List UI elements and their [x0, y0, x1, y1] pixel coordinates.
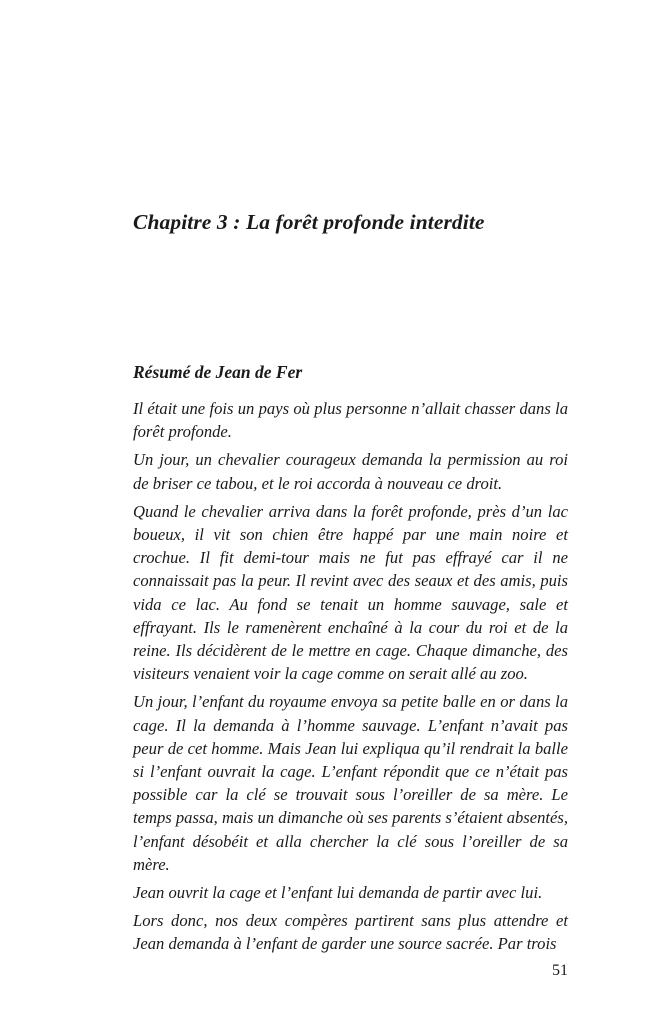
body-text — [133, 397, 568, 961]
page-number: 51 — [552, 962, 568, 979]
paragraph-6: Lors donc, nos deux compères partirent sans plus attendre et Jean demanda à l’enfant de garder une source sacrée. Par trois — [133, 911, 568, 954]
section-title: Résumé de Jean de Fer — [133, 362, 303, 382]
paragraph-2: Un jour, un chevalier courageux demanda la permission au roi de briser ce tabou, et le roi accorda à nouveau ce droit. — [133, 450, 568, 493]
chapter-title: Chapitre 3 : La forêt profonde interdite — [133, 210, 485, 234]
paragraph-3: Quand le chevalier arriva dans la forêt profonde, près d’un lac boueux, il vit son chien être happé par une main noire et crochue. Il fit demi-tour mais ne fut pas effrayé car il ne connaissait pas la peur. Il revint avec des seaux et des amis, puis vida ce lac. Au fond se tenait un homme sauvage, sale et effrayant. Ils le ramenèrent enchaîné à la cour du roi et de la reine. Ils décidèrent de le mettre en cage. Chaque dimanche, des visiteurs venaient voir la cage comme on serait allé au zoo. — [133, 501, 568, 684]
paragraph-5: Jean ouvrit la cage et l’enfant lui demanda de partir avec lui. — [133, 883, 543, 903]
paragraph-1: Il était une fois un pays où plus personne n’allait chasser dans la forêt profonde. — [133, 399, 568, 442]
paragraph-4: Un jour, l’enfant du royaume envoya sa petite balle en or dans la cage. Il la demanda à l’homme sauvage. L’enfant n’avait pas peur de cet homme. Mais Jean lui expliqua qu’il rendrait la balle si l’enfant ouvrait la cage. L’enfant répondit que ce n’était pas possible car la clé se trouvait sous l’oreiller de sa mère. Le temps passa, mais un dimanche où ses parents s’étaient absentés, l’enfant désobéit et alla chercher la clé sous l’oreiller de sa mère. — [133, 692, 568, 874]
